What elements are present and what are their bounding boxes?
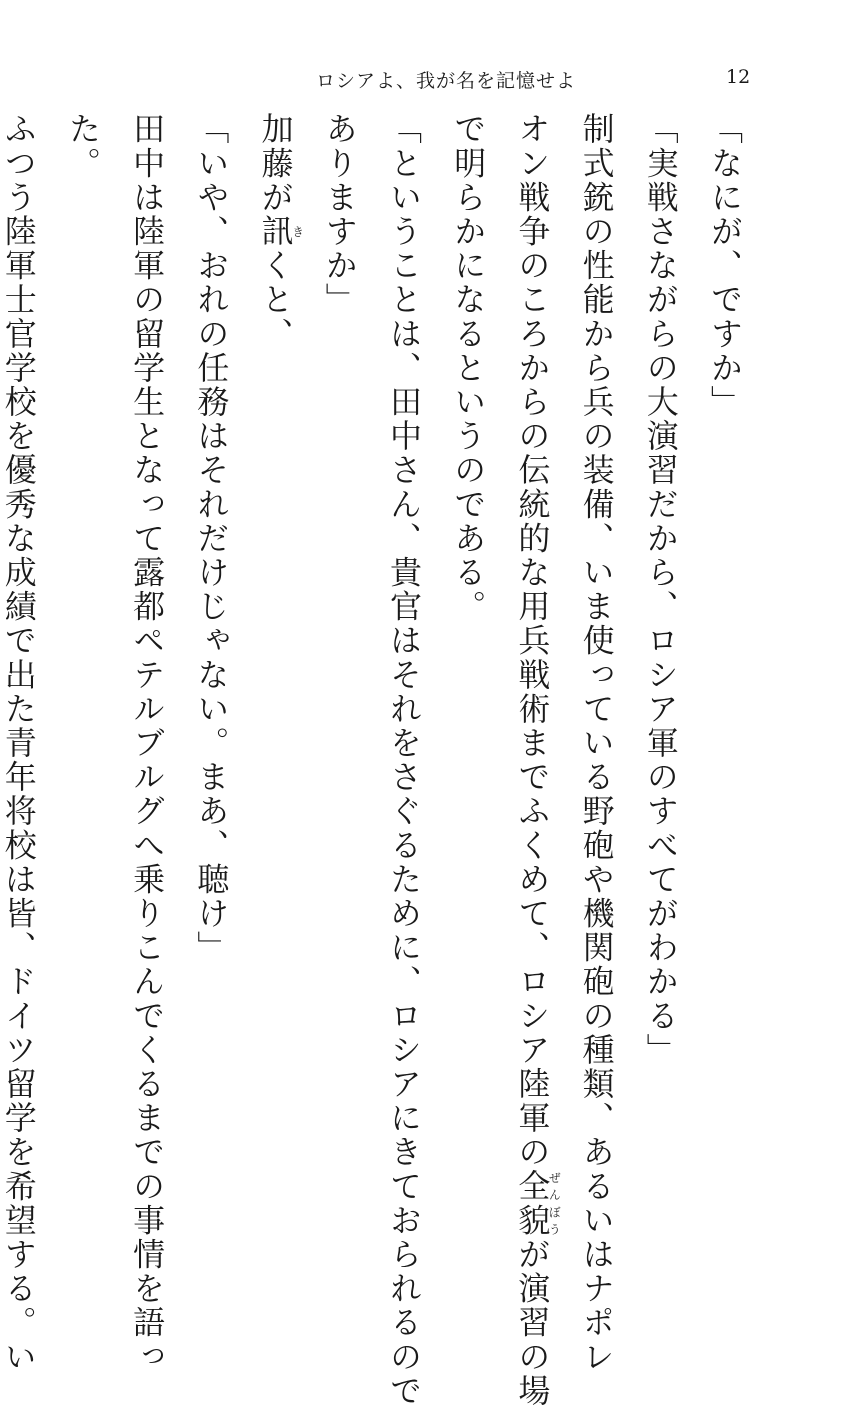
text-segment: が演習の場 (513, 1237, 552, 1408)
text-line (500, 112, 564, 1408)
text-line: た。 (63, 112, 102, 181)
ruby-base: 訊 (256, 214, 295, 249)
running-head (0, 66, 841, 98)
text-line: 制式銃の性能から兵の装備、いま使っている野砲や機関砲の種類、あるいはナポレ (577, 112, 616, 1374)
text-segment: くと、 (256, 248, 295, 351)
ruby-kiku (256, 214, 305, 249)
text-line: ありますか」 (320, 112, 359, 317)
text-line: 田中は陸軍の留学生となって露都ペテルブルグへ乗りこんでくるまでの事情を語っ (128, 112, 167, 1374)
text-line: ふつう陸軍士官学校を優秀な成績で出た青年将校は皆、ドイツ留学を希望する。い (0, 112, 38, 1374)
vertical-body-text (0, 112, 757, 1408)
text-segment: オン戦争のころからの伝統的な用兵戦術までふくめて、ロシア陸軍の (513, 112, 552, 1170)
text-segment: 加藤が (256, 112, 295, 215)
ruby-zenbou (513, 1169, 562, 1238)
page-number: 12 (726, 66, 751, 88)
text-line: 「実戦さながらの大演習だから、ロシア軍のすべてがわかる」 (641, 112, 680, 1067)
ruby-base: 全貌 (513, 1169, 552, 1238)
text-line: 「ということは、田中さん、貴官はそれをさぐるために、ロシアにきておられるので (384, 112, 423, 1408)
text-line: 「いや、おれの任務はそれだけじゃない。まあ、聴け」 (192, 112, 231, 965)
text-line: で明らかになるというのである。 (449, 112, 488, 624)
chapter-title: ロシアよ、我が名を記憶せよ (316, 70, 577, 92)
ruby-reading: ぜんぼう (547, 1169, 562, 1238)
text-line: 「なにが、ですか」 (706, 112, 744, 419)
text-line (243, 112, 307, 1122)
ruby-reading: き (290, 214, 305, 249)
